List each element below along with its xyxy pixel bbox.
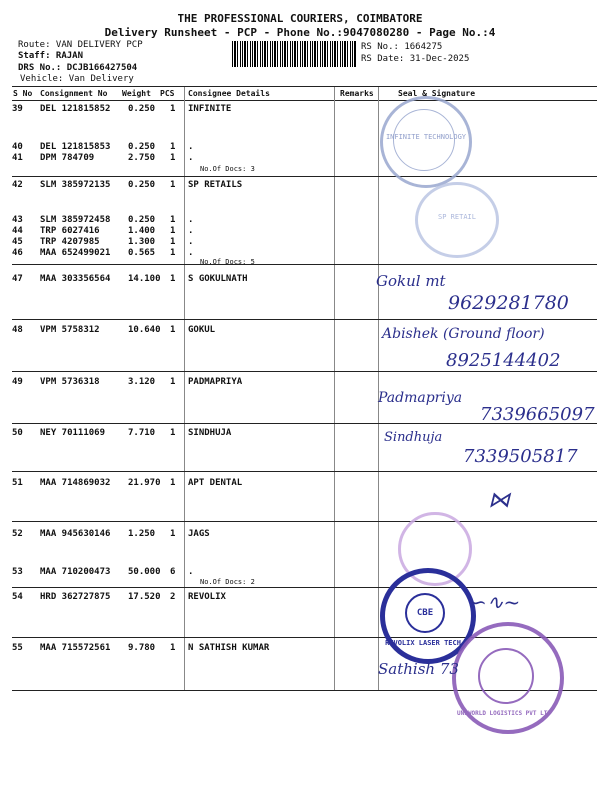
row-pcs: 1 — [170, 180, 176, 190]
phone-sindhuja: 7339505817 — [463, 446, 578, 467]
row-divider — [12, 371, 597, 372]
runsheet-subtitle: Delivery Runsheet - PCP - Phone No.:9047080280 - Page No.:4 — [104, 26, 496, 39]
row-sno: 44 — [12, 226, 23, 236]
row-consignment: MAA 714869032 — [40, 478, 111, 488]
drs-number: DRS No.: DCJB166427504 — [18, 63, 138, 73]
row-sno: 47 — [12, 274, 23, 284]
signature-revolix: ∽∿~ — [470, 590, 521, 614]
group-divider — [12, 587, 597, 588]
row-consignment: VPM 5758312 — [40, 325, 100, 335]
row-consignee: SINDHUJA — [188, 428, 232, 438]
group-divider — [12, 264, 597, 265]
row-consignee: . — [188, 153, 194, 163]
row-sno: 40 — [12, 142, 23, 152]
row-pcs: 1 — [170, 325, 176, 335]
barcode-image — [232, 41, 356, 67]
vehicle-label: Vehicle: Van Delivery — [20, 74, 134, 84]
row-sno: 49 — [12, 377, 23, 387]
row-weight: 50.000 — [128, 567, 161, 577]
row-pcs: 1 — [170, 215, 176, 225]
row-consignment: VPM 5736318 — [40, 377, 100, 387]
docs-count: No.Of Docs: 3 — [200, 165, 255, 173]
row-consignee: S GOKULNATH — [188, 274, 248, 284]
col-pcs: PCS — [160, 89, 175, 98]
row-pcs: 1 — [170, 237, 176, 247]
row-pcs: 1 — [170, 153, 176, 163]
row-consignment: MAA 652499021 — [40, 248, 111, 258]
row-consignment: HRD 362727875 — [40, 592, 111, 602]
row-consignment: SLM 385972458 — [40, 215, 111, 225]
row-weight: 0.250 — [128, 215, 156, 225]
infinite-stamp: INFINITE TECHNOLOGY — [380, 96, 472, 188]
row-consignment: TRP 4207985 — [40, 237, 100, 247]
docs-count: No.Of Docs: 2 — [200, 578, 255, 586]
row-sno: 43 — [12, 215, 23, 225]
row-consignment: MAA 945630146 — [40, 529, 111, 539]
row-weight: 9.780 — [128, 643, 156, 653]
row-pcs: 1 — [170, 428, 176, 438]
row-weight: 3.120 — [128, 377, 156, 387]
row-consignee: INFINITE — [188, 104, 232, 114]
row-consignee: . — [188, 142, 194, 152]
row-divider — [12, 521, 597, 522]
row-weight: 10.640 — [128, 325, 161, 335]
header-divider — [12, 100, 597, 101]
row-pcs: 1 — [170, 377, 176, 387]
signature-sathish: Sathish 73 — [378, 660, 459, 678]
row-weight: 1.400 — [128, 226, 156, 236]
row-weight: 0.250 — [128, 142, 156, 152]
row-consignment: SLM 385972135 — [40, 180, 111, 190]
company-title: THE PROFESSIONAL COURIERS, COIMBATORE — [177, 12, 423, 25]
row-weight: 2.750 — [128, 153, 156, 163]
column-divider — [334, 87, 335, 691]
column-divider — [184, 87, 185, 691]
col-consignment: Consignment No — [40, 89, 108, 98]
col-consignee: Consignee Details — [188, 89, 270, 98]
row-sno: 54 — [12, 592, 23, 602]
row-sno: 53 — [12, 567, 23, 577]
row-consignment: NEY 70111069 — [40, 428, 106, 438]
row-consignee: REVOLIX — [188, 592, 226, 602]
rs-date: RS Date: 31-Dec-2025 — [361, 54, 470, 64]
row-consignee: . — [188, 567, 194, 577]
col-weight: Weight — [122, 89, 151, 98]
row-weight: 17.520 — [128, 592, 161, 602]
row-pcs: 1 — [170, 643, 176, 653]
row-consignee: . — [188, 215, 194, 225]
row-sno: 51 — [12, 478, 23, 488]
row-sno: 45 — [12, 237, 23, 247]
row-consignment: DEL 121815852 — [40, 104, 111, 114]
row-consignment: DPM 784709 — [40, 153, 95, 163]
route-label: Route: VAN DELIVERY PCP — [18, 40, 143, 50]
row-sno: 39 — [12, 104, 23, 114]
row-sno: 46 — [12, 248, 23, 258]
row-consignee: N SATHISH KUMAR — [188, 643, 270, 653]
row-divider — [12, 319, 597, 320]
row-weight: 1.250 — [128, 529, 156, 539]
phone-gokulnath: 9629281780 — [448, 292, 569, 314]
row-sno: 50 — [12, 428, 23, 438]
row-pcs: 1 — [170, 142, 176, 152]
row-consignment: MAA 715572561 — [40, 643, 111, 653]
row-sno: 48 — [12, 325, 23, 335]
column-divider — [378, 87, 379, 691]
sp-retail-stamp: SP RETAIL — [415, 182, 499, 258]
row-sno: 52 — [12, 529, 23, 539]
row-consignee: . — [188, 226, 194, 236]
col-seal: Seal & Signature — [398, 89, 476, 98]
row-weight: 0.250 — [128, 180, 156, 190]
row-consignee: SP RETAILS — [188, 180, 243, 190]
row-consignee: JAGS — [188, 529, 210, 539]
row-pcs: 1 — [170, 226, 176, 236]
row-weight: 7.710 — [128, 428, 156, 438]
col-sno: S No — [13, 89, 33, 98]
row-weight: 14.100 — [128, 274, 161, 284]
uniworld-stamp: UNIWORLD LOGISTICS PVT LTD — [452, 622, 564, 734]
col-remarks: Remarks — [340, 89, 374, 98]
row-weight: 0.565 — [128, 248, 156, 258]
row-pcs: 1 — [170, 248, 176, 258]
row-sno: 42 — [12, 180, 23, 190]
row-weight: 0.250 — [128, 104, 156, 114]
row-consignee: APT DENTAL — [188, 478, 243, 488]
rs-number: RS No.: 1664275 — [361, 42, 443, 52]
signature-apt-dental: ⋈ — [488, 488, 510, 513]
row-consignee: . — [188, 237, 194, 247]
row-consignment: TRP 6027416 — [40, 226, 100, 236]
row-pcs: 1 — [170, 478, 176, 488]
row-pcs: 1 — [170, 529, 176, 539]
row-sno: 41 — [12, 153, 23, 163]
row-consignment: MAA 303356564 — [40, 274, 111, 284]
phone-gokul: 8925144402 — [446, 350, 561, 371]
row-weight: 1.300 — [128, 237, 156, 247]
row-pcs: 2 — [170, 592, 176, 602]
signature-gokulnath: Gokul mt — [376, 272, 446, 290]
row-consignee: PADMAPRIYA — [188, 377, 243, 387]
signature-sindhuja: Sindhuja — [384, 430, 443, 445]
group-divider — [12, 176, 597, 177]
row-consignee: . — [188, 248, 194, 258]
row-weight: 21.970 — [128, 478, 161, 488]
docs-count: No.Of Docs: 5 — [200, 258, 255, 266]
row-pcs: 6 — [170, 567, 176, 577]
row-consignment: DEL 121815853 — [40, 142, 111, 152]
signature-padmapriya: Padmapriya — [378, 390, 463, 406]
signature-gokul: Abishek (Ground floor) — [382, 326, 545, 342]
row-sno: 55 — [12, 643, 23, 653]
row-divider — [12, 471, 597, 472]
row-pcs: 1 — [170, 104, 176, 114]
row-consignment: MAA 710200473 — [40, 567, 111, 577]
phone-padmapriya: 7339665097 — [480, 404, 595, 425]
row-pcs: 1 — [170, 274, 176, 284]
row-consignee: GOKUL — [188, 325, 216, 335]
staff-label: Staff: RAJAN — [18, 51, 84, 61]
revolix-stamp: CBE REVOLIX LASER TECH — [380, 568, 476, 664]
